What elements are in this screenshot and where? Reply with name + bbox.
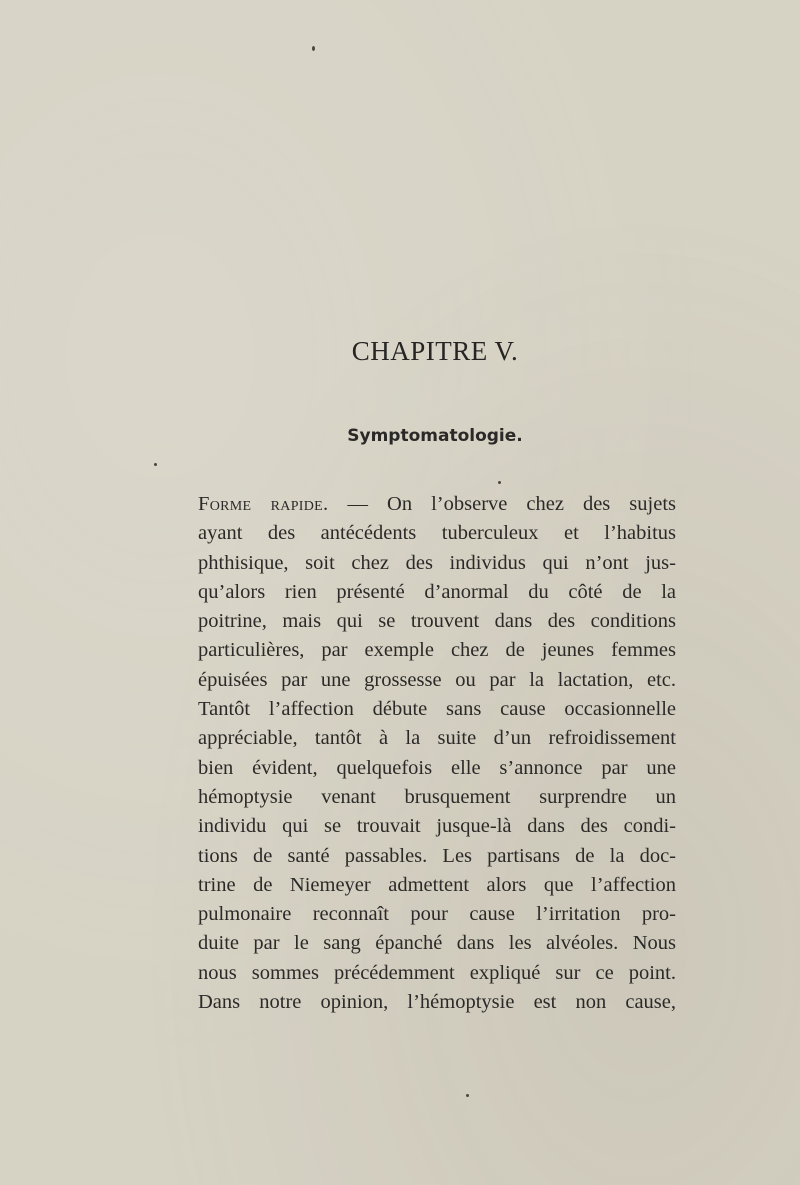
paragraph-line: appréciable, tantôt à la suite d’un refroidissement (198, 727, 676, 750)
paragraph-line: trine de Niemeyer admettent alors que l’affection (198, 873, 676, 896)
paragraph-line: Forme rapide. — On l’observe chez des sujets (198, 493, 677, 515)
paragraph-line: individu qui se trouvait jusque-là dans des condi- (198, 815, 676, 838)
paragraph-line: ayant des antécédents tuberculeux et l’habitus (198, 522, 676, 545)
ink-speck (312, 46, 315, 51)
paragraph-line: bien évident, quelquefois elle s’annonce par une (198, 756, 676, 779)
paragraph-line: qu’alors rien présenté d’anormal du côté de la (198, 580, 676, 603)
paragraph-line: particulières, par exemple chez de jeunes femmes (198, 639, 676, 662)
paragraph-line: épuisées par une grossesse ou par la lactation, etc. (198, 668, 676, 691)
paragraph-line: pulmonaire reconnaît pour cause l’irritation pro- (198, 903, 676, 926)
paragraph-line: hémoptysie venant brusquement surprendre un (198, 785, 676, 808)
paragraph-line: duite par le sang épanché dans les alvéoles. Nous (198, 932, 676, 955)
paragraph-line: Tantôt l’affection débute sans cause occasionnelle (198, 698, 676, 721)
section-title: Symptomatologie. (347, 426, 523, 446)
ink-speck (498, 481, 501, 484)
run-in-heading: Forme rapide. (198, 493, 329, 515)
paragraph-line: Dans notre opinion, l’hémoptysie est non cause, (198, 991, 676, 1014)
chapter-title: CHAPITRE V. (351, 336, 519, 366)
paragraph-line: nous sommes précédemment expliqué sur ce point. (198, 961, 676, 984)
body-paragraph (198, 490, 676, 1017)
paragraph-line: phthisique, soit chez des individus qui n’ont jus- (198, 551, 676, 574)
paragraph-line: poitrine, mais qui se trouvent dans des conditions (198, 610, 676, 633)
paragraph-line: tions de santé passables. Les partisans de la doc- (198, 844, 676, 867)
ink-speck (154, 463, 157, 466)
ink-speck (466, 1094, 469, 1097)
